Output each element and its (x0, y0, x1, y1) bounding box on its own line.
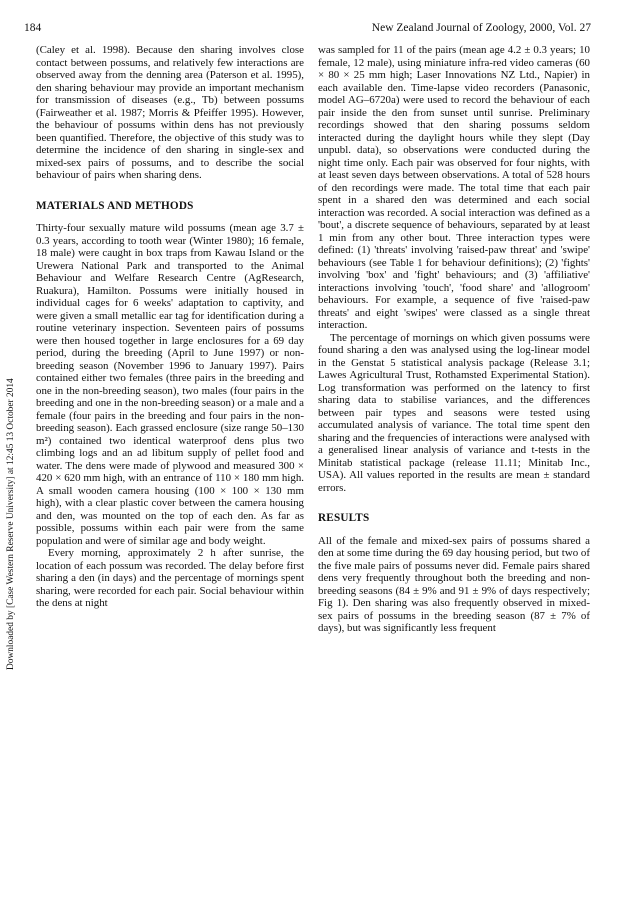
results-heading: RESULTS (318, 512, 370, 524)
page-number: 184 (24, 22, 42, 34)
left-column (36, 44, 304, 610)
statistics-paragraph: The percentage of mornings on which given possums were found sharing a den was analysed using the log-linear model in the Genstat 5 statistical analysis package (Release 3.1; Lawes Agricultural Trust, Rothamsted Experimental Station). Log transformation was performed on the latency to first sharing data to stabilise variances, and the differences between pair types and seasons were tested using accumulated analysis of variance. The total time spent den sharing and the frequencies of interactions were analysed with a generalised linear analysis of variance and t-tests in the Minitab statistical package (release 11.11; Minitab Inc., USA). All values reported in the results are mean ± standard errors. (318, 331, 590, 494)
download-note: Downloaded by [Case Western Reserve University] at 12:45 13 October 2014 (6, 378, 16, 670)
methods-paragraph-2: Every morning, approximately 2 h after sunrise, the location of each possum was recorded. The delay before first sharing a den (in days) and the percentage of mornings spent sharing, were recorded for each pair. Social behaviour within the dens at night (36, 547, 304, 609)
right-column (318, 44, 590, 635)
results-paragraph: All of the female and mixed-sex pairs of possums shared a den at some time during the 69 day housing period, but two of the five male pairs of possums never did. Female pairs shared dens very frequently throughout both the breeding and non-breeding seasons (84 ± 9% and 91 ± 9% of days respectively; Fig 1). Den sharing was also frequently observed in mixed-sex pairs of possums in the breeding season (87 ± 7% of days), but was significantly less frequent (318, 534, 590, 634)
running-header (24, 22, 591, 38)
journal-citation: New Zealand Journal of Zoology, 2000, Vol. 27 (371, 22, 591, 34)
methods-heading: MATERIALS AND METHODS (36, 199, 194, 212)
intro-paragraph: (Caley et al. 1998). Because den sharing involves close contact between possums, and relatively few interactions are observed away from the denning area (Paterson et al. 1995), den sharing behaviour may provide an important mechanism for transmission of diseases (e.g., Tb) between possums (Fairweather et al. 1987; Morris & Pfeiffer 1995). However, the behaviour of possums within dens has not previously been quantified. Therefore, the objective of this study was to determine the incidence of den sharing in single-sex and mixed-sex pairs of possums, and to describe the social behaviour of pairs when sharing dens. (36, 44, 304, 181)
methods-continuation: was sampled for 11 of the pairs (mean age 4.2 ± 0.3 years; 10 female, 12 male), using miniature infra-red video cameras (60 × 80 × 25 mm high; Laser Innovations NZ Ltd., Napier) in each available den. Time-lapse video recorders (Panasonic, model AG–6720a) were used to record the behaviour of each pair inside the den from sunset until sunrise. Preliminary recordings showed that den sharing possums seldom interacted during the daylight hours while they slept (Day unpubl. data), so observations were conducted during the night time only. Each pair was observed for four nights, with at least seven days between observations. A total of 528 hours of den recordings were made. The total time that each pair spent in a shared den was determined and each social interaction was recorded. A social interaction was defined as a 'bout', a discrete sequence of behaviours, separated by at least 1 min from any other bout. Three interaction types were defined: (1) 'threats' involving 'raised-paw threat' and 'swipe' behaviours (see Table 1 for behaviour definitions); (2) 'fights' involving 'box' and 'fight' behaviours; and (3) 'affiliative' interactions involving 'touch', 'food share' and 'allogroom' behaviours. For example, a sequence of five 'raised-paw threats' and eight 'swipes' were classed as a single threat interaction. (318, 44, 590, 331)
download-watermark (6, 150, 18, 670)
methods-paragraph-1: Thirty-four sexually mature wild possums (mean age 3.7 ± 0.3 years, according to tooth wear (Winter 1980); 16 female, 18 male) were caught in box traps from Kawau Island or the Urewera National Park and transported to the Animal Behaviour and Welfare Research Centre (AgResearch, Ruakura), Hamilton. Possums were initially housed in individual cages for 6 weeks' adaptation to captivity, and were given a small metallic ear tag for identification during a routine veterinary inspection. Seventeen pairs of possums were then housed together in large enclosures for a 69 day period, during the breeding (April to June 1997) or non-breeding season (November 1996 to January 1997). Pairs contained either two females (three pairs in the breeding and one in the non-breeding season), two males (four pairs in the breeding and one in the non-breeding season) or a male and a female (four pairs in the breeding and four pairs in the non-breeding season). Each grassed enclosure (size range 50–130 m²) contained two identical waterproof dens plus two climbing logs and an ad libitum supply of pellet food and water. The dens were made of plywood and measured 300 × 420 × 620 mm high, with an entrance of 110 × 180 mm high. A small wooden camera housing (100 × 100 × 130 mm high), with a clear plastic cover between the camera housing and den, was mounted on the top of each den. As far as possible, possums within each pair were from the same population and were of similar age and body weight. (36, 222, 304, 547)
